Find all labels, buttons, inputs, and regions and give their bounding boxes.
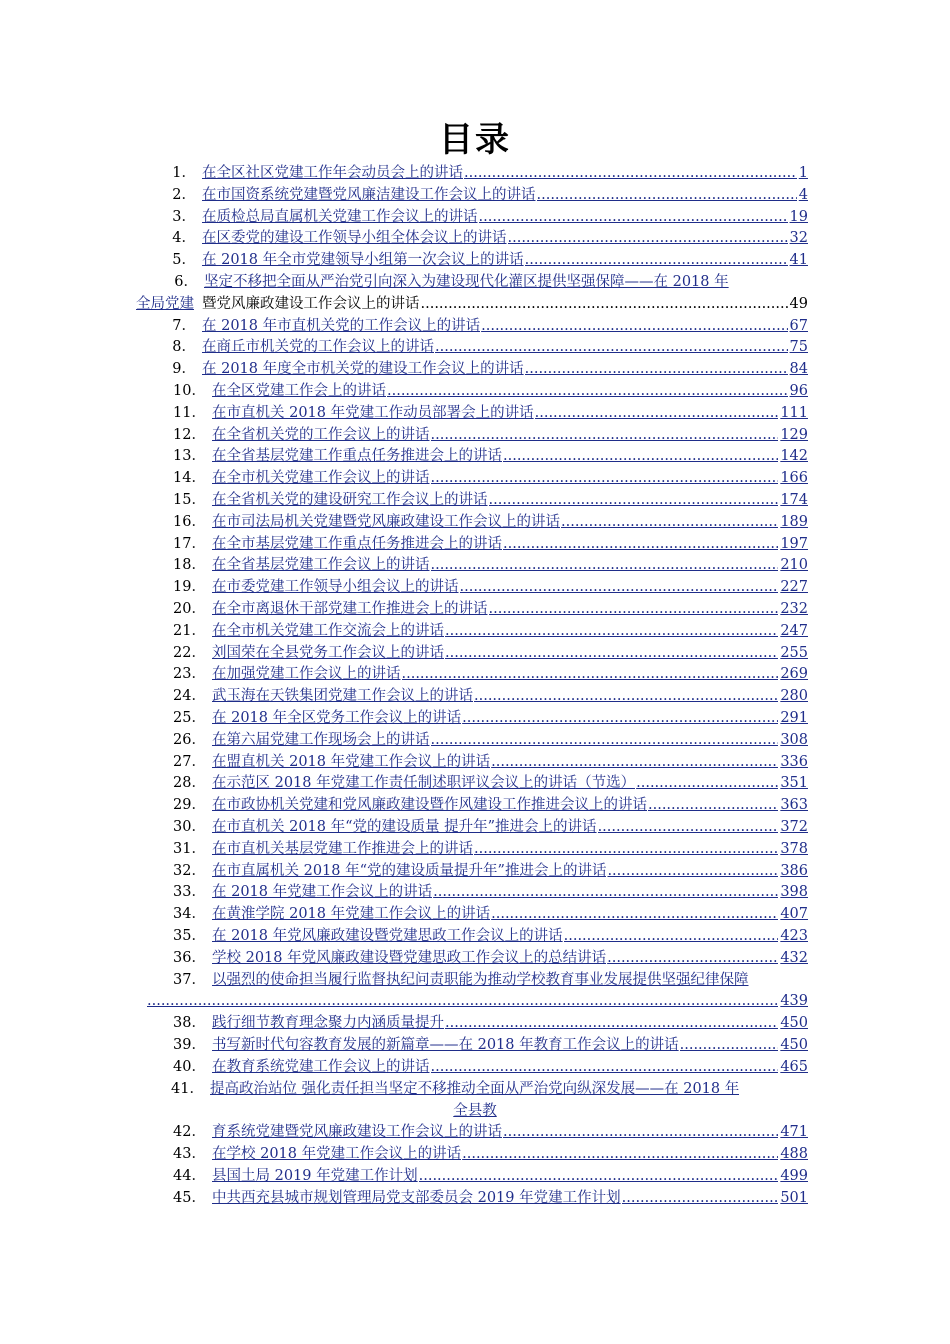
toc-entry[interactable] xyxy=(168,378,808,400)
leader-dots xyxy=(607,862,778,880)
toc-entry-link[interactable]: 在全市离退休干部党建工作推进会上的讲话 xyxy=(212,601,488,617)
leader-dots xyxy=(433,883,778,901)
toc-entry-continuation[interactable] xyxy=(136,291,808,313)
toc-entry-number: 9． xyxy=(172,361,196,378)
toc-entry[interactable] xyxy=(168,945,808,967)
toc-page-number[interactable]: 75 xyxy=(789,339,808,356)
toc-page-number[interactable]: 129 xyxy=(780,426,808,443)
toc-entry-link[interactable]: 在区委党的建设工作领导小组全体会议上的讲话 xyxy=(202,230,507,247)
toc-entry-number: 8． xyxy=(172,339,196,356)
toc-entry-link[interactable]: 在黄淮学院 2018 年党建工作会议上的讲话 xyxy=(212,906,491,923)
leader-dots xyxy=(431,469,779,487)
toc-entry-link[interactable]: 以强烈的使命担当履行监督执纪问责职能为推动学校教育事业发展提供坚强纪律保障 xyxy=(212,971,749,988)
toc-entry[interactable] xyxy=(168,661,808,683)
toc-entry-text: 暨党风廉政建设工作会议上的讲话 xyxy=(202,295,420,312)
toc-page-number[interactable]: 232 xyxy=(780,601,808,617)
toc-entry-number: 27． xyxy=(173,753,206,770)
toc-page-number[interactable]: 166 xyxy=(780,470,808,487)
toc-entry-number: 17． xyxy=(173,535,206,552)
leader-dots xyxy=(464,164,797,182)
toc-entry[interactable] xyxy=(168,618,808,640)
toc-entry[interactable] xyxy=(168,269,808,291)
toc-entry-number: 22． xyxy=(173,644,206,661)
toc-entry[interactable] xyxy=(166,225,808,247)
toc-entry-number: 34． xyxy=(173,906,206,923)
toc-page-number[interactable]: 4 xyxy=(798,186,808,203)
toc-entry-link[interactable]: 在商丘市机关党的工作会议上的讲话 xyxy=(202,339,434,356)
toc-entry-number: 19． xyxy=(173,579,206,596)
toc-page-number[interactable]: 84 xyxy=(789,361,808,378)
toc-entry[interactable] xyxy=(166,160,808,182)
leader-dots xyxy=(508,229,788,247)
toc-page-number[interactable]: 41 xyxy=(789,252,808,269)
leader-dots xyxy=(489,491,779,509)
toc-entry-number: 41． xyxy=(171,1080,204,1097)
toc-page-number[interactable]: 423 xyxy=(780,928,808,944)
toc-page-number[interactable]: 1 xyxy=(798,165,808,181)
leader-dots xyxy=(431,426,779,444)
toc-entry-link[interactable]: 在加强党建工作会议上的讲话 xyxy=(212,666,401,683)
toc-entry[interactable] xyxy=(168,1119,808,1141)
toc-entry[interactable] xyxy=(168,1010,808,1032)
toc-page-number[interactable]: 96 xyxy=(789,383,808,399)
toc-entry-number: 1． xyxy=(172,165,196,181)
toc-entry-link[interactable]: 在全市机关党建工作会议上的讲话 xyxy=(212,470,430,487)
toc-page-number[interactable]: 49 xyxy=(789,295,808,312)
toc-entry-link[interactable]: 在 2018 年全区党务工作会议上的讲话 xyxy=(212,710,462,726)
toc-entry[interactable] xyxy=(168,487,808,509)
toc-entry-number: 31． xyxy=(173,840,206,857)
toc-entry-number: 42． xyxy=(173,1124,206,1141)
toc-page-number[interactable]: 32 xyxy=(789,230,808,247)
toc-entry-number: 2． xyxy=(172,186,196,203)
toc-entry-link[interactable]: 坚定不移把全面从严治党引向深入为建设现代化灌区提供坚强保障——在 2018 年 xyxy=(204,274,729,290)
toc-entry-number: 28． xyxy=(173,775,206,792)
toc-entry-link[interactable]: 在市直机关 2018 年“党的建设质量 提升年”推进会上的讲话 xyxy=(212,819,597,835)
toc-page-number[interactable]: 291 xyxy=(780,710,808,726)
toc-entry[interactable] xyxy=(168,749,808,771)
toc-entry-link[interactable]: 在全区社区党建工作年会动员会上的讲话 xyxy=(202,165,463,181)
toc-entry-link[interactable]: 在全省机关党的建设研究工作会议上的讲话 xyxy=(212,492,488,508)
leader-dots xyxy=(598,818,779,836)
leader-dots xyxy=(489,600,779,618)
toc-entry-number: 20． xyxy=(173,601,206,617)
toc-page-number[interactable]: 308 xyxy=(780,731,808,748)
toc-entry-link[interactable]: 县国土局 2019 年党建工作计划 xyxy=(212,1167,418,1184)
toc-entry[interactable] xyxy=(166,204,808,226)
toc-entry[interactable] xyxy=(170,1076,810,1098)
toc-entry-link[interactable]: 在全市机关党建工作交流会上的讲话 xyxy=(212,622,444,639)
toc-entry-number: 33． xyxy=(173,884,206,901)
toc-page-number[interactable]: 351 xyxy=(780,775,808,792)
leader-dots xyxy=(525,360,788,378)
toc-page-number[interactable]: 269 xyxy=(780,666,808,683)
toc-entry-link[interactable]: 提高政治站位 强化责任担当坚定不移推动全面从严治党向纵深发展——在 2018 年 xyxy=(210,1080,740,1097)
toc-page-number[interactable]: 280 xyxy=(780,688,808,705)
leader-dots xyxy=(445,644,778,662)
toc-page-number[interactable]: 471 xyxy=(780,1124,808,1141)
toc-entry-link[interactable]: 在第六届党建工作现场会上的讲话 xyxy=(212,731,430,748)
toc-entry-link[interactable]: 在 2018 年党建工作会议上的讲话 xyxy=(212,884,433,901)
toc-page-number[interactable]: 210 xyxy=(780,557,808,574)
toc-entry-number: 4． xyxy=(172,230,196,247)
toc-page-number[interactable]: 67 xyxy=(789,317,808,334)
toc-page-number[interactable]: 378 xyxy=(780,840,808,857)
toc-entry[interactable] xyxy=(168,465,808,487)
toc-entry-link[interactable]: 在全区党建工作会上的讲话 xyxy=(212,383,386,399)
leader-dots xyxy=(402,665,779,683)
toc-entry[interactable] xyxy=(168,552,808,574)
toc-entry-number: 29． xyxy=(173,797,206,814)
toc-entry-number: 11． xyxy=(173,404,206,421)
leader-dots xyxy=(462,1145,778,1163)
leader-dots xyxy=(479,208,788,226)
toc-page-number[interactable]: 174 xyxy=(780,492,808,508)
toc-entry-continuation[interactable]: 全县教 xyxy=(453,1103,497,1120)
toc-page-number[interactable]: 499 xyxy=(780,1167,808,1184)
toc-entry-link[interactable]: 在全省基层党建工作重点任务推进会上的讲话 xyxy=(212,448,502,465)
toc-entry[interactable] xyxy=(166,313,808,335)
toc-entry[interactable] xyxy=(168,705,808,727)
toc-entry-number: 12． xyxy=(173,426,206,443)
toc-page-number[interactable]: 488 xyxy=(780,1146,808,1162)
toc-entry-number: 35． xyxy=(173,928,206,944)
toc-entry-number: 13． xyxy=(173,448,206,465)
toc-entry-link[interactable]: 武玉海在天铁集团党建工作会议上的讲话 xyxy=(212,688,473,705)
toc-entry-link[interactable]: 在市国资系统党建暨党风廉洁建设工作会议上的讲话 xyxy=(202,186,536,203)
toc-entry-link[interactable]: 践行细节教育理念聚力内涵质量提升 xyxy=(212,1015,444,1032)
toc-entry-number: 14． xyxy=(173,470,206,487)
toc-page-number[interactable]: 465 xyxy=(780,1058,808,1075)
leader-dots xyxy=(445,622,778,640)
leader-dots xyxy=(680,1036,779,1054)
leader-dots xyxy=(147,992,778,1010)
leader-dots xyxy=(387,382,788,400)
toc-page-number[interactable]: 501 xyxy=(780,1189,808,1206)
toc-entry-number: 26． xyxy=(173,731,206,748)
toc-entry-number: 3． xyxy=(172,208,196,225)
toc-entry-link[interactable]: 在市司法局机关党建暨党风廉政建设工作会议上的讲话 xyxy=(212,513,560,530)
leader-dots xyxy=(431,1058,779,1076)
toc-page-number[interactable]: 450 xyxy=(780,1015,808,1032)
toc-page-number[interactable]: 439 xyxy=(780,993,808,1010)
toc-page-number[interactable]: 227 xyxy=(780,579,808,596)
toc-entry-link[interactable]: 在 2018 年度全市机关党的建设工作会议上的讲话 xyxy=(202,361,524,378)
leader-dots xyxy=(462,709,778,727)
toc-page-number[interactable]: 363 xyxy=(780,797,808,814)
toc-entry-number: 16． xyxy=(173,513,206,530)
toc-entry-number: 30． xyxy=(173,819,206,835)
toc-page-number[interactable]: 142 xyxy=(780,448,808,465)
toc-page-number[interactable]: 19 xyxy=(789,208,808,225)
toc-page-number[interactable]: 336 xyxy=(780,753,808,770)
toc-entry[interactable] xyxy=(168,836,808,858)
toc-entry[interactable] xyxy=(168,792,808,814)
toc-entry-number: 6． xyxy=(174,274,198,290)
toc-entry-link[interactable]: 在 2018 年全市党建领导小组第一次会议上的讲话 xyxy=(202,252,524,269)
toc-page-number[interactable]: 432 xyxy=(780,949,808,966)
toc-entry[interactable] xyxy=(168,727,808,749)
leader-dots xyxy=(445,1014,778,1032)
toc-entry-number: 32． xyxy=(173,862,206,879)
toc-entry-number: 40． xyxy=(173,1058,206,1075)
toc-page-number[interactable]: 189 xyxy=(780,513,808,530)
leader-dots xyxy=(474,687,778,705)
toc-entry-link[interactable]: 在示范区 2018 年党建工作责任制述职评议会议上的讲话（节选） xyxy=(212,775,636,792)
leader-dots xyxy=(419,1167,779,1185)
toc-entry[interactable] xyxy=(168,814,808,836)
toc-entry-number: 36． xyxy=(173,949,206,966)
leader-dots xyxy=(607,949,778,967)
toc-entry-link[interactable]: 在学校 2018 年党建工作会议上的讲话 xyxy=(212,1146,462,1162)
toc-page-number[interactable]: 398 xyxy=(780,884,808,901)
toc-entry-link[interactable]: 在全省基层党建工作会议上的讲话 xyxy=(212,557,430,574)
leader-dots xyxy=(648,796,778,814)
toc-entry-link[interactable]: 在全市基层党建工作重点任务推进会上的讲话 xyxy=(212,535,502,552)
leader-dots xyxy=(525,251,788,269)
toc-entry-number: 43． xyxy=(173,1146,206,1162)
toc-entry[interactable] xyxy=(166,356,808,378)
leader-dots xyxy=(503,1123,778,1141)
toc-entry-number: 23． xyxy=(173,666,206,683)
toc-entry-link[interactable]: 在盟直机关 2018 年党建工作会议上的讲话 xyxy=(212,753,491,770)
toc-entry[interactable] xyxy=(168,443,808,465)
toc-entry-number: 10． xyxy=(173,383,206,399)
toc-entry[interactable] xyxy=(168,923,808,945)
toc-entry[interactable] xyxy=(168,770,808,792)
toc-entry-link[interactable]: 在 2018 年市直机关党的工作会议上的讲话 xyxy=(202,317,481,334)
toc-entry[interactable] xyxy=(166,334,808,356)
toc-entry-number: 15． xyxy=(173,492,206,508)
leader-dots xyxy=(535,404,779,422)
toc-entry-number: 18． xyxy=(173,557,206,574)
leader-dots xyxy=(564,927,779,945)
toc-entry-link[interactable]: 在市委党建工作领导小组会议上的讲话 xyxy=(212,579,459,596)
page-title: 目录 xyxy=(439,120,511,160)
leader-dots xyxy=(636,774,778,792)
toc-entry-link[interactable]: 在全省机关党的工作会议上的讲话 xyxy=(212,426,430,443)
leader-dots xyxy=(431,556,779,574)
toc-entry[interactable] xyxy=(168,967,808,989)
toc-entry-link[interactable]: 刘国荣在全县党务工作会议上的讲话 xyxy=(212,644,444,661)
toc-entry-number: 5． xyxy=(172,252,196,269)
toc-entry[interactable] xyxy=(166,247,808,269)
toc-entry[interactable] xyxy=(168,879,808,901)
toc-entry-link[interactable]: 育系统党建暨党风廉政建设工作会议上的讲话 xyxy=(212,1124,502,1141)
toc-page-number[interactable]: 372 xyxy=(780,819,808,835)
leader-dots xyxy=(435,338,788,356)
toc-entry[interactable] xyxy=(166,182,808,204)
toc-entry[interactable] xyxy=(168,1163,808,1185)
toc-entry[interactable] xyxy=(168,1054,808,1076)
toc-page-number[interactable]: 111 xyxy=(780,404,808,421)
toc-entry-link[interactable]: 书写新时代句容教育发展的新篇章——在 2018 年教育工作会议上的讲话 xyxy=(212,1037,679,1053)
toc-entry-link[interactable]: 在市政协机关党建和党风廉政建设暨作风建设工作推进会议上的讲话 xyxy=(212,797,647,814)
toc-page-number[interactable]: 450 xyxy=(780,1037,808,1053)
leader-dots xyxy=(481,317,787,335)
toc-entry-number: 25． xyxy=(173,710,206,726)
toc-page-number[interactable]: 407 xyxy=(780,906,808,923)
toc-entry[interactable] xyxy=(168,901,808,923)
toc-entry[interactable] xyxy=(168,596,808,618)
toc-entry[interactable] xyxy=(168,683,808,705)
toc-entry[interactable] xyxy=(168,1141,808,1163)
leader-dots xyxy=(460,578,779,596)
toc-entry[interactable] xyxy=(168,509,808,531)
leader-dots xyxy=(503,535,778,553)
toc-entry-number: 24． xyxy=(173,688,206,705)
leader-dots xyxy=(491,905,778,923)
leader-dots xyxy=(474,840,778,858)
toc-entry-number: 45． xyxy=(173,1189,206,1206)
toc-entry-link[interactable]: 全局党建 xyxy=(136,295,194,312)
toc-entry[interactable] xyxy=(168,640,808,662)
toc-entry[interactable] xyxy=(168,1032,808,1054)
toc-entry[interactable] xyxy=(168,422,808,444)
toc-entry-number: 7． xyxy=(172,317,196,334)
toc-entry[interactable] xyxy=(168,531,808,553)
toc-entry-link[interactable]: 在市直机关基层党建工作推进会上的讲话 xyxy=(212,840,473,857)
toc-entry[interactable] xyxy=(168,400,808,422)
toc-entry-number: 38． xyxy=(173,1015,206,1032)
toc-entry-link[interactable]: 在质检总局直属机关党建工作会议上的讲话 xyxy=(202,208,478,225)
toc-entry[interactable] xyxy=(168,574,808,596)
toc-entry-link[interactable]: 中共西充县城市规划管理局党支部委员会 2019 年党建工作计划 xyxy=(212,1189,621,1206)
toc-entry-link[interactable]: 在 2018 年党风廉政建设暨党建思政工作会议上的讲话 xyxy=(212,928,563,944)
leader-dots xyxy=(421,295,788,313)
leader-dots xyxy=(537,186,797,204)
toc-entry-link[interactable]: 在市直属机关 2018 年“党的建设质量提升年”推进会上的讲话 xyxy=(212,862,607,879)
toc-page-number[interactable]: 247 xyxy=(780,622,808,639)
toc-entry-link[interactable]: 在教育系统党建工作会议上的讲话 xyxy=(212,1058,430,1075)
toc-page-number[interactable]: 255 xyxy=(780,644,808,661)
toc-entry-number: 44． xyxy=(173,1167,206,1184)
toc-entry[interactable] xyxy=(168,858,808,880)
toc-page-number[interactable]: 197 xyxy=(780,535,808,552)
toc-entry-number: 37． xyxy=(173,971,206,988)
toc-entry-link[interactable]: 学校 2018 年党风廉政建设暨党建思政工作会议上的总结讲话 xyxy=(212,949,607,966)
leader-dots xyxy=(431,731,779,749)
leader-dots xyxy=(491,753,778,771)
toc-page-number[interactable]: 386 xyxy=(780,862,808,879)
leader-dots xyxy=(622,1189,779,1207)
toc-entry-link[interactable]: 在市直机关 2018 年党建工作动员部署会上的讲话 xyxy=(212,404,534,421)
toc-entry-number: 21． xyxy=(173,622,206,639)
toc-entry-number: 39． xyxy=(173,1037,206,1053)
toc-entry[interactable] xyxy=(168,1185,808,1207)
leader-dots xyxy=(561,513,778,531)
toc-entry-continuation[interactable] xyxy=(146,988,808,1010)
leader-dots xyxy=(503,447,778,465)
